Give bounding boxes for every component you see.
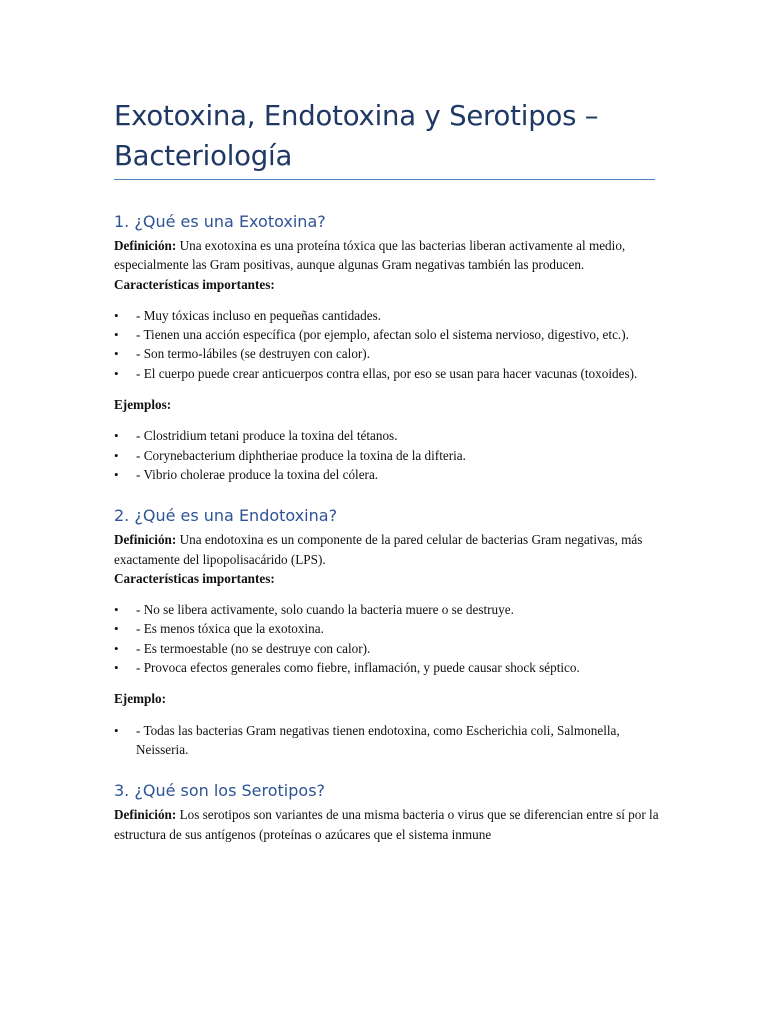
bullet-icon: •: [114, 307, 119, 323]
list-item: [114, 639, 659, 658]
characteristics-list: [114, 600, 659, 677]
section-heading: 3. ¿Qué son los Serotipos?: [114, 781, 326, 801]
list-item-text: - El cuerpo puede crear anticuerpos contra ellas, por eso se usan para hacer vacunas (toxoides).: [136, 365, 638, 381]
definition-paragraph: [114, 530, 659, 569]
list-item-text: - Son termo-lábiles (se destruyen con calor).: [136, 346, 371, 362]
bullet-icon: •: [114, 327, 119, 343]
examples-list: [114, 426, 659, 484]
section-exotoxina: [114, 208, 659, 484]
definition-paragraph: [114, 236, 659, 275]
list-item: [114, 721, 659, 760]
section-endotoxina: [114, 502, 659, 759]
definition-label: Definición:: [114, 807, 177, 823]
section-serotipos: [114, 777, 659, 844]
bullet-icon: •: [114, 466, 119, 482]
bullet-icon: •: [114, 722, 119, 738]
list-item-text: - Muy tóxicas incluso en pequeñas cantidades.: [136, 307, 381, 323]
characteristics-label: Características importantes:: [114, 276, 275, 292]
list-item: [114, 658, 659, 677]
bullet-icon: •: [114, 447, 119, 463]
list-item: [114, 306, 659, 325]
document-body: [114, 208, 659, 844]
list-item: [114, 344, 659, 363]
definition-text: Los serotipos son variantes de una misma bacteria o virus que se diferencian entre sí por la estructura de sus antígenos (proteínas o azúcares que el sistema inmune: [114, 807, 659, 842]
examples-list: [114, 721, 659, 760]
list-item: [114, 465, 659, 484]
definition-paragraph: [114, 805, 659, 844]
list-item: [114, 600, 659, 619]
list-item: [114, 426, 659, 445]
list-item: [114, 364, 659, 383]
bullet-icon: •: [114, 365, 119, 381]
list-item: [114, 325, 659, 344]
list-item-text: - Vibrio cholerae produce la toxina del cólera.: [136, 466, 379, 482]
examples-label: Ejemplos:: [114, 397, 172, 413]
list-item-text: - Tienen una acción específica (por ejemplo, afectan solo el sistema nervioso, digestivo, etc.).: [136, 327, 629, 343]
list-item-text: - Provoca efectos generales como fiebre, inflamación, y puede causar shock séptico.: [136, 660, 580, 676]
title-underline: [114, 179, 655, 180]
list-item-text: - No se libera activamente, solo cuando la bacteria muere o se destruye.: [136, 602, 514, 618]
bullet-icon: •: [114, 621, 119, 637]
list-item-text: - Es menos tóxica que la exotoxina.: [136, 621, 324, 637]
examples-label: Ejemplo:: [114, 691, 167, 707]
list-item-text: - Es termoestable (no se destruye con calor).: [136, 640, 371, 656]
characteristics-label: Características importantes:: [114, 570, 275, 586]
definition-text: Una exotoxina es una proteína tóxica que las bacterias liberan activamente al medio, especialmente las Gram positivas, aunque algunas Gram negativas también las producen.: [114, 238, 626, 273]
list-item: [114, 619, 659, 638]
section-heading: 2. ¿Qué es una Endotoxina?: [114, 506, 338, 526]
definition-label: Definición:: [114, 238, 177, 253]
definition-label: Definición:: [114, 532, 177, 548]
bullet-icon: •: [114, 346, 119, 362]
list-item: [114, 446, 659, 465]
list-item-text: - Corynebacterium diphtheriae produce la toxina de la difteria.: [136, 447, 466, 463]
bullet-icon: •: [114, 640, 119, 656]
list-item-text: - Todas las bacterias Gram negativas tienen endotoxina, como Escherichia coli, Salmonella, Neisseria.: [136, 722, 620, 757]
bullet-icon: •: [114, 428, 119, 444]
definition-text: Una endotoxina es un componente de la pared celular de bacterias Gram negativas, más exactamente del lipopolisacárido (LPS).: [114, 532, 643, 567]
list-item-text: - Clostridium tetani produce la toxina del tétanos.: [136, 428, 398, 444]
document-title: Exotoxina, Endotoxina y Serotipos – Bacteriología: [114, 100, 599, 172]
characteristics-list: [114, 306, 659, 383]
bullet-icon: •: [114, 602, 119, 618]
section-heading: 1. ¿Qué es una Exotoxina?: [114, 212, 326, 231]
bullet-icon: •: [114, 660, 119, 676]
